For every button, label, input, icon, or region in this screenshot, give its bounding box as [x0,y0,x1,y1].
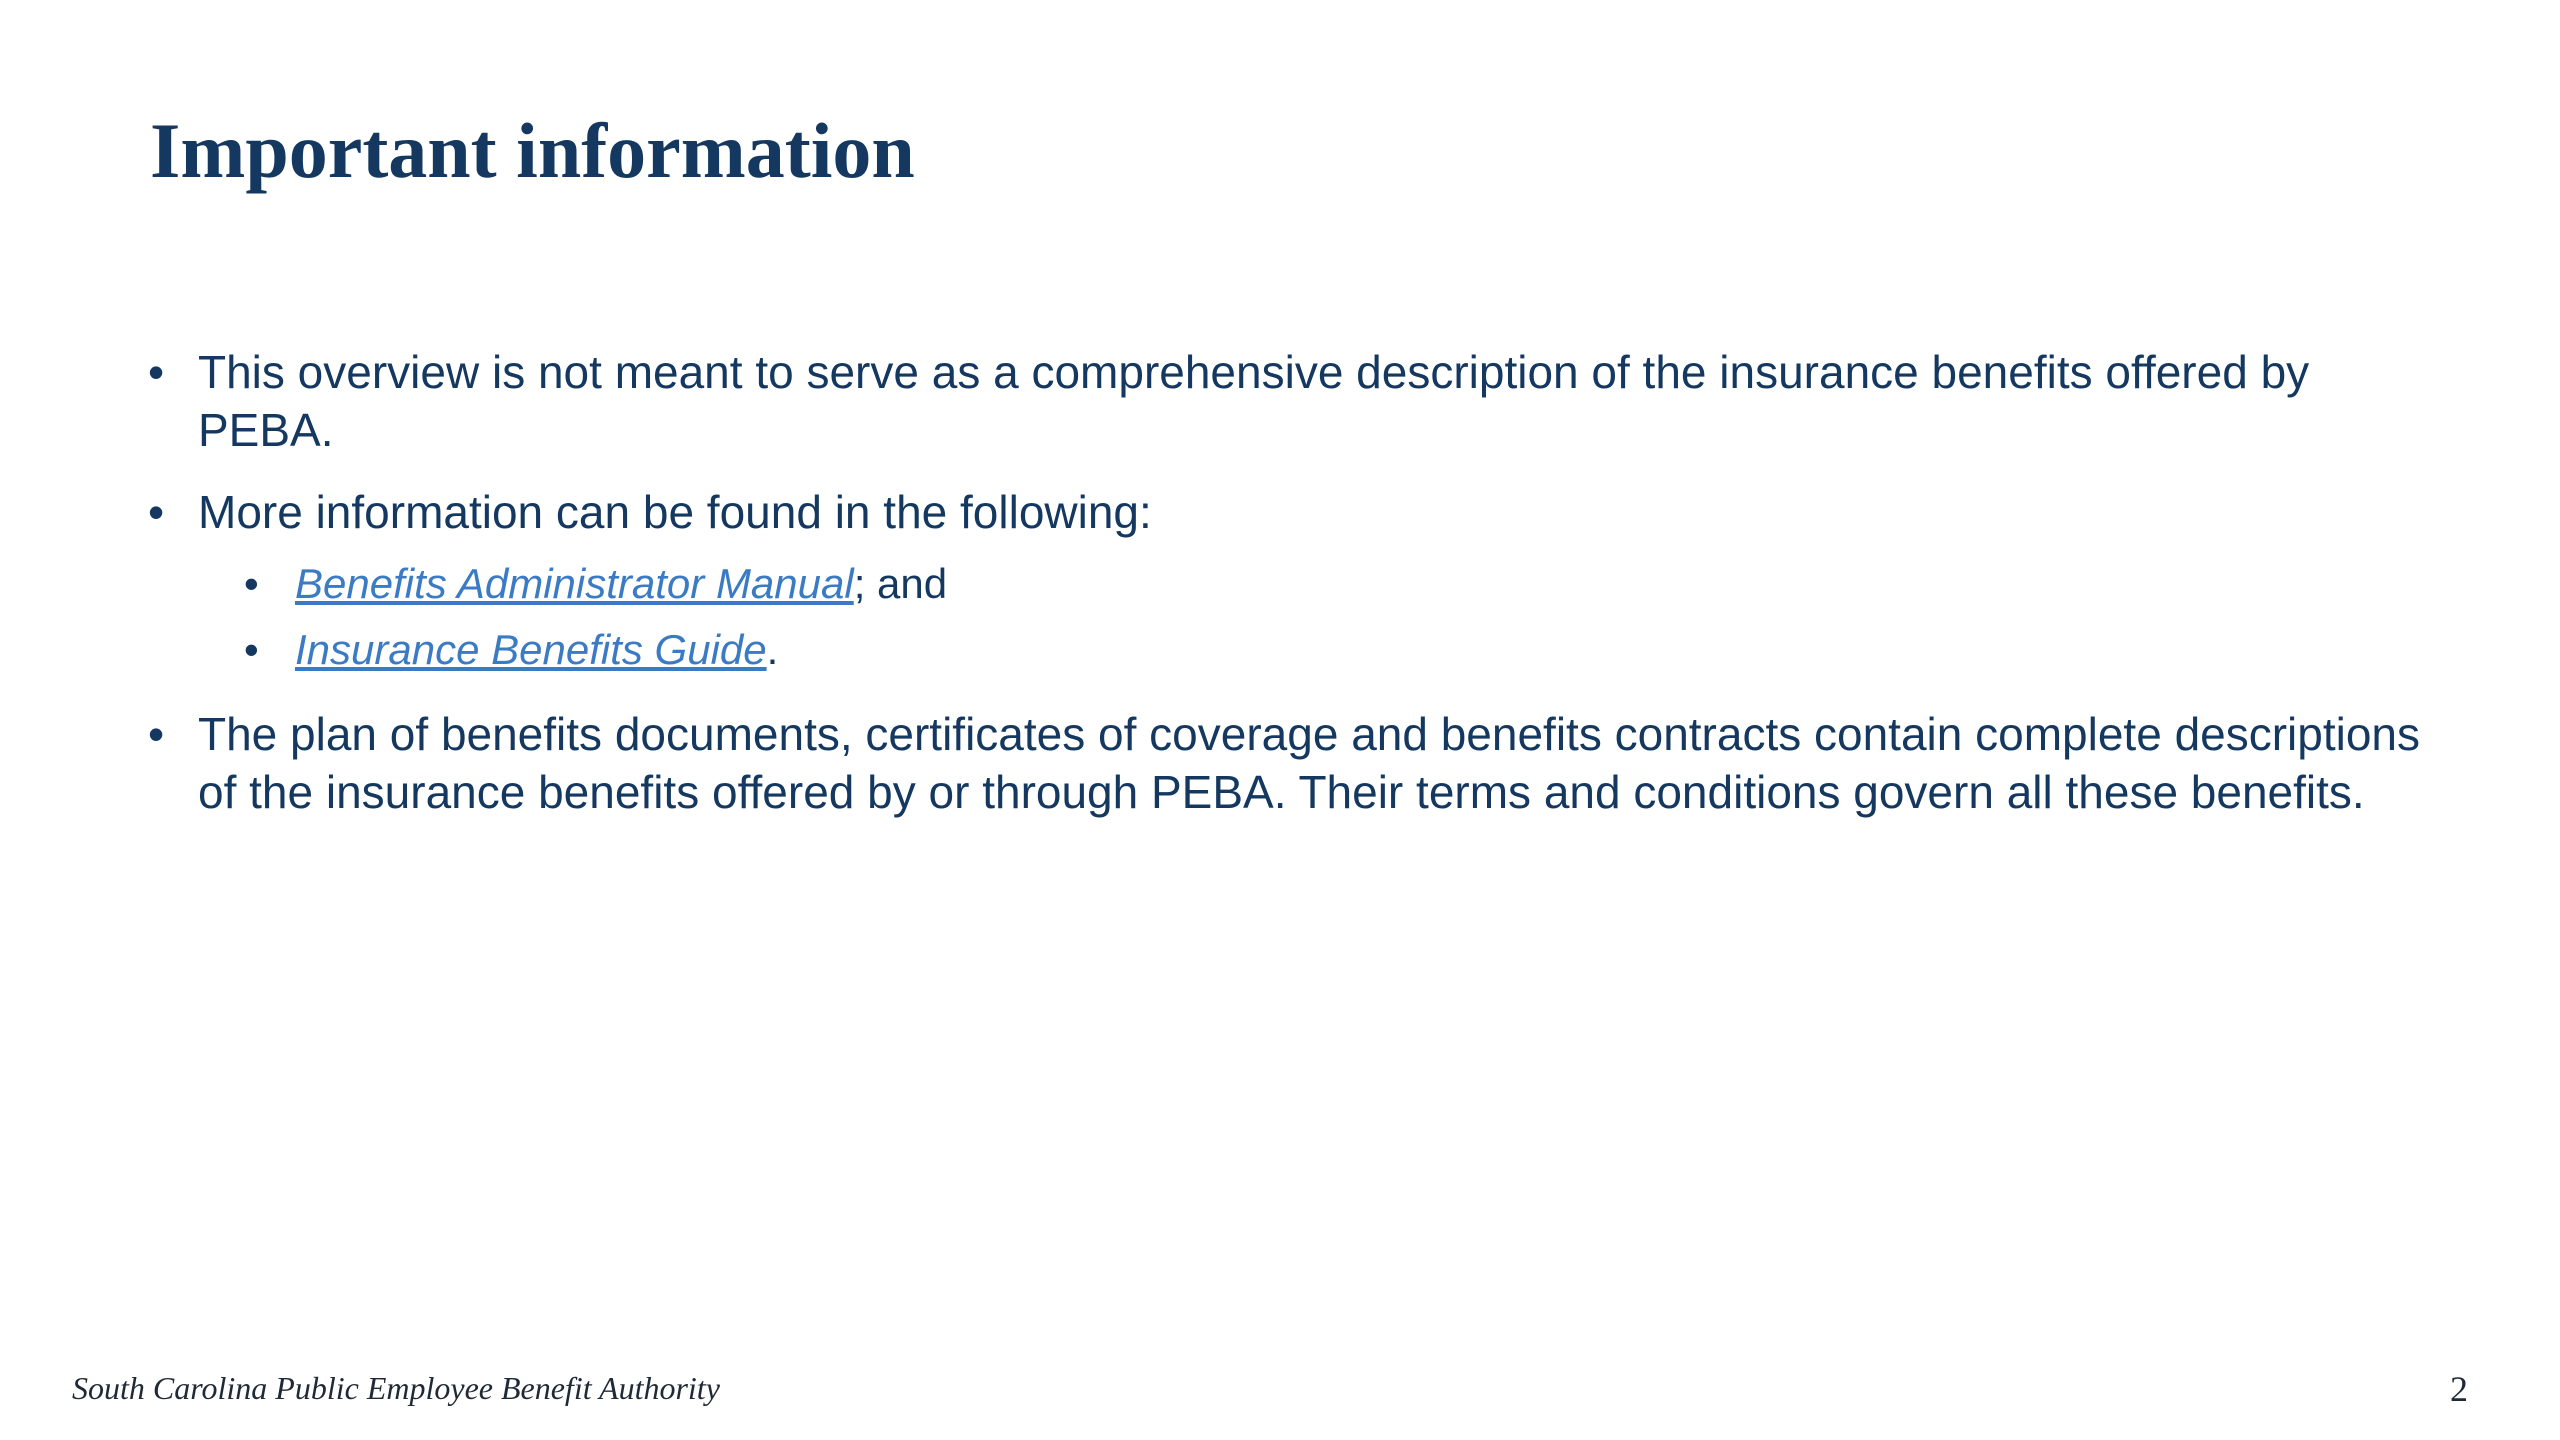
slide-title: Important information [150,107,915,194]
bullet-text: More information can be found in the following: [198,486,1152,538]
insurance-benefits-guide-link[interactable]: Insurance Benefits Guide [295,626,767,673]
bullet-marker: • [148,486,165,538]
benefits-administrator-manual-link[interactable]: Benefits Administrator Manual [295,560,854,607]
bullet-marker: • [148,346,165,398]
sub-bullet-item-manual [148,551,2448,617]
sub-bullet-suffix: ; and [853,560,948,607]
bullet-list [148,343,2448,845]
sub-bullet-marker: • [244,626,259,673]
bullet-item-plan-documents [148,705,2448,821]
bullet-item-overview [148,343,2448,459]
sub-bullet-marker: • [244,560,259,607]
bullet-marker: • [148,708,165,760]
footer-organization: South Carolina Public Employee Benefit Authority [72,1370,720,1406]
bullet-text: The plan of benefits documents, certificates of coverage and benefits contracts contain complete descriptions of the insurance benefits offered by or through PEBA. Their terms and conditions govern all these benefits. [198,708,2421,818]
bullet-item-more-information [148,483,2448,541]
sub-bullet-list [148,551,2448,683]
sub-bullet-item-guide [148,617,2448,683]
sub-bullet-suffix: . [766,626,779,673]
page-number: 2 [2450,1369,2468,1409]
bullet-text: This overview is not meant to serve as a comprehensive description of the insurance benefits offered by PEBA. [198,346,2310,456]
